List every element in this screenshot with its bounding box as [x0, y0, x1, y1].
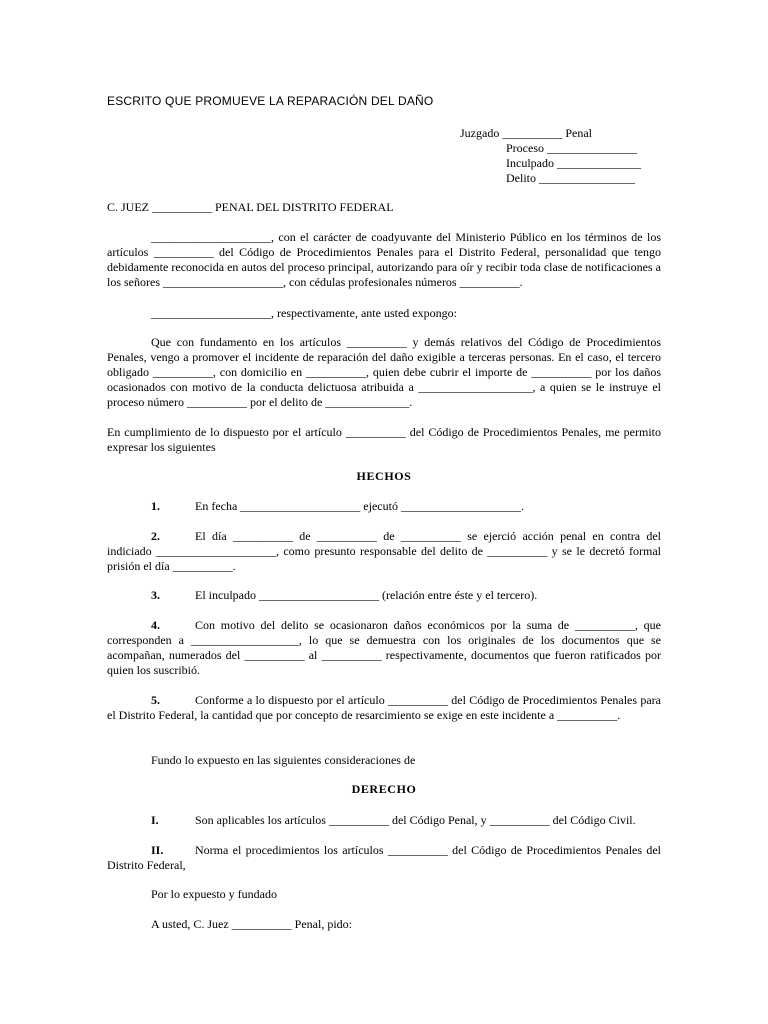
- pido-line: A usted, C. Juez __________ Penal, pido:: [151, 917, 352, 931]
- delito-line: Delito ________________: [506, 171, 635, 185]
- inculpado-line: Inculpado ______________: [506, 156, 641, 170]
- derecho-number: II.: [151, 843, 164, 857]
- fundamento-paragraph: Que con fundamento en los artículos __________ y demás relativos del Código de Procedimientos Penales, vengo a promover el incidente de reparación del daño exigible a terceras personas. En el caso, el tercero obligado __________, con domicilio en __________, quien debe cubrir el importe de __________ por los daños ocasionados con motivo de la conducta delictuosa atribuida a ___________________, a quien se le instruye el proceso número __________ por el delito de ______________.: [107, 335, 661, 409]
- derecho-item-2: [107, 843, 661, 873]
- por-lo-expuesto-line: Por lo expuesto y fundado: [151, 887, 277, 901]
- derecho-heading: DERECHO: [351, 782, 417, 796]
- hecho-item-3: [107, 588, 661, 603]
- hecho-item-4: [107, 618, 661, 678]
- document-title: ESCRITO QUE PROMUEVE LA REPARACIÓN DEL DAÑO: [107, 94, 434, 108]
- proceso-line: Proceso _______________: [506, 141, 637, 155]
- hecho-text: El inculpado ____________________ (relación entre éste y el tercero).: [195, 588, 538, 602]
- hecho-item-5: [107, 693, 661, 723]
- hecho-item-1: [107, 499, 661, 514]
- hecho-text: Con motivo del delito se ocasionaron daños económicos por la suma de __________, que corresponden a __________________, lo que se demuestra con los originales de los documentos que se acompañan, numerados del __________ al __________ respectivamente, documentos que fueron ratificados por quien los suscribió.: [107, 618, 661, 677]
- juzgado-line: Juzgado __________ Penal: [460, 126, 592, 140]
- hecho-text: En fecha ____________________ ejecutó ____________________.: [195, 499, 524, 513]
- hechos-heading: HECHOS: [356, 469, 412, 483]
- derecho-text: Son aplicables los artículos __________ del Código Penal, y __________ del Código Civil.: [195, 813, 636, 827]
- intro-paragraph: ____________________, con el carácter de coadyuvante del Ministerio Público en los términos de los artículos __________ del Código de Procedimientos Penales para el Distrito Federal, personalidad que tengo debidamente reconocida en autos del proceso principal, autorizando para oír y recibir toda clase de notificaciones a los señores ____________________, con cédulas profesionales números __________.: [107, 230, 661, 289]
- derecho-number: I.: [151, 813, 159, 827]
- hecho-number: 1.: [151, 499, 160, 513]
- hecho-number: 5.: [151, 693, 160, 707]
- hecho-text: Conforme a lo dispuesto por el artículo __________ del Código de Procedimientos Penales para el Distrito Federal, la cantidad que por concepto de resarcimiento se exige en este incidente a __________.: [107, 693, 661, 722]
- expongo-line: ____________________, respectivamente, ante usted expongo:: [151, 306, 457, 320]
- derecho-item-1: [107, 813, 661, 828]
- hecho-number: 2.: [151, 529, 160, 543]
- hecho-item-2: [107, 529, 661, 574]
- derecho-text: Norma el procedimientos los artículos __________ del Código de Procedimientos Penales del Distrito Federal,: [107, 843, 661, 872]
- hecho-number: 4.: [151, 618, 160, 632]
- hecho-number: 3.: [151, 588, 160, 602]
- fundo-line: Fundo lo expuesto en las siguientes consideraciones de: [151, 753, 416, 767]
- addressee: C. JUEZ __________ PENAL DEL DISTRITO FEDERAL: [107, 200, 394, 214]
- hecho-text: El día __________ de __________ de __________ se ejerció acción penal en contra del indiciado ____________________, como presunto responsable del delito de __________ y se le decretó formal prisión el día __________.: [107, 529, 661, 573]
- cumplimiento-paragraph: En cumplimiento de lo dispuesto por el artículo __________ del Código de Procedimientos Penales, me permito expresar los siguientes: [107, 425, 661, 454]
